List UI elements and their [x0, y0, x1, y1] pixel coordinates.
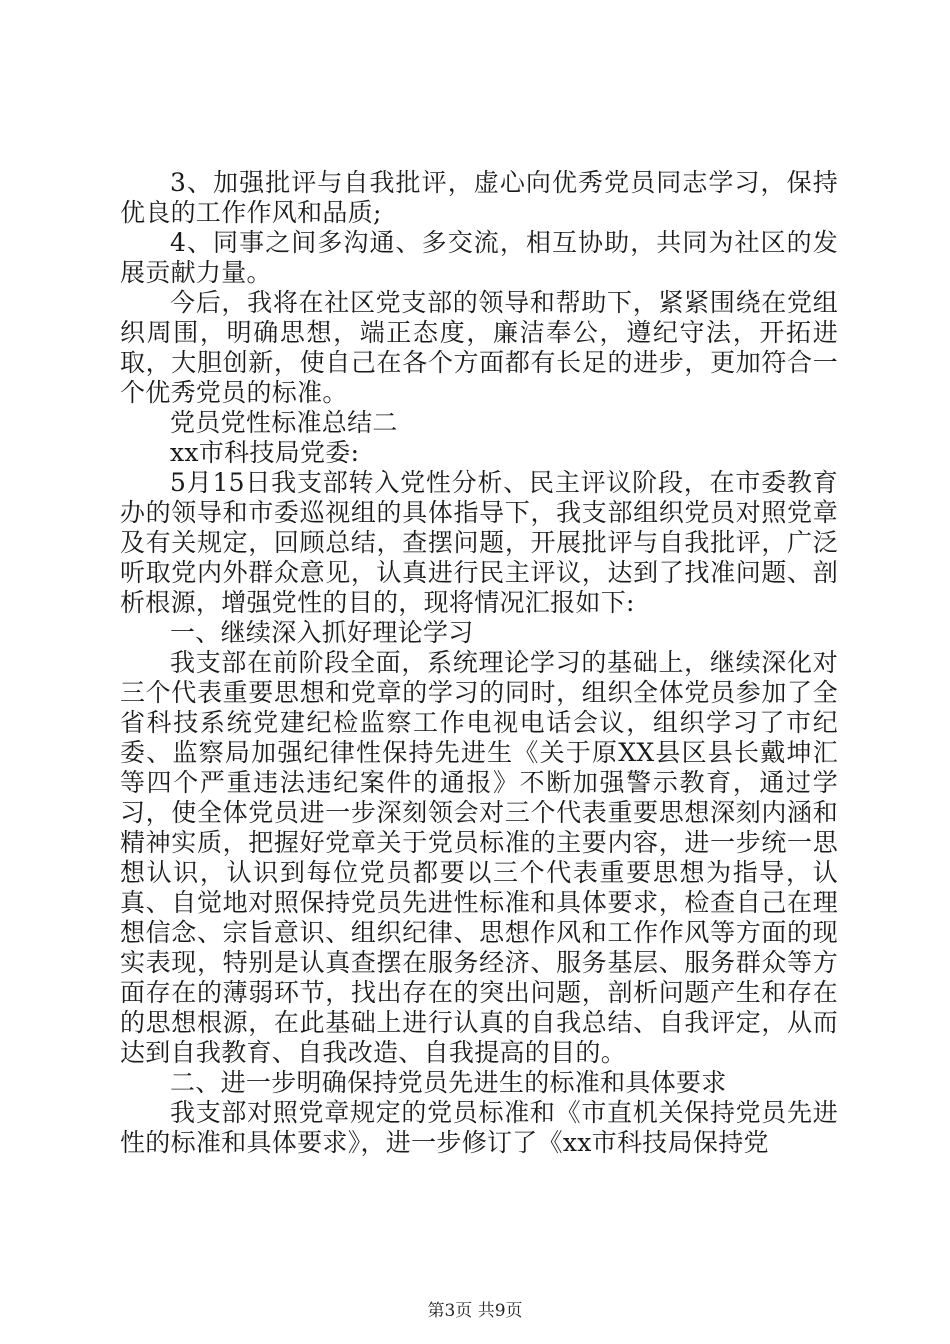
- heading-theory-study: 一、继续深入抓好理论学习: [170, 618, 474, 647]
- paragraph-theory-study: 我支部在前阶段全面，系统理论学习的基础上，继续深化对三个代表重要思想和党章的学习的同时，组织全体党员参加了全省科技系统党建纪检监察工作电视电话会议，组织学习了市纪委、监察局加强纪律性保持先进生《关于原XX县区县长戴坤汇等四个严重违法违纪案件的通报》不断加强警示教育，通过学习，使全体党员进一步深刻领会对三个代表重要思想深刻内涵和精神实质，把握好党章关于党员标准的主要内容，进一步统一思想认识，认识到每位党员都要以三个代表重要思想为指导，认真、自觉地对照保持党员先进性标准和具体要求，检查自己在理想信念、宗旨意识、组织纪律、思想作风和工作作风等方面的现实表现，特别是认真查摆在服务经济、服务基层、服务群众等方面存在的薄弱环节，找出存在的突出问题，剖析问题产生和存在的思想根源，在此基础上进行认真的自我总结、自我评定，从而达到自我教育、自我改造、自我提高的目的。: [120, 648, 838, 1067]
- paragraph-criticism: 3、加强批评与自我批评，虚心向优秀党员同志学习，保持优良的工作作风和品质;: [120, 168, 838, 227]
- paragraph-communication: 4、同事之间多沟通、多交流，相互协助，共同为社区的发展贡献力量。: [120, 228, 838, 287]
- paragraph-intro: 5月15日我支部转入党性分析、民主评议阶段，在市委教育办的领导和市委巡视组的具体指导下，我支部组织党员对照党章及有关规定，回顾总结，查摆问题，开展批评与自我批评，广泛听取党内外群众意见，认真进行民主评议，达到了找准问题、剖析根源，增强党性的目的，现将情况汇报如下:: [120, 468, 838, 617]
- page-number-footer: 第3页 共9页: [427, 1301, 523, 1321]
- salutation: xx市科技局党委:: [170, 438, 360, 467]
- paragraph-standards: 我支部对照党章规定的党员标准和《市直机关保持党员先进性的标准和具体要求》，进一步修订了《xx市科技局保持党: [120, 1098, 838, 1157]
- section-title: 党员党性标准总结二: [170, 408, 398, 437]
- heading-standards: 二、进一步明确保持党员先进生的标准和具体要求: [170, 1068, 727, 1097]
- paragraph-future: 今后，我将在社区党支部的领导和帮助下，紧紧围绕在党组织周围，明确思想，端正态度，廉洁奉公，遵纪守法，开拓进取，大胆创新，使自己在各个方面都有长足的进步，更加符合一个优秀党员的标准。: [120, 288, 838, 407]
- document-body: [120, 168, 838, 1158]
